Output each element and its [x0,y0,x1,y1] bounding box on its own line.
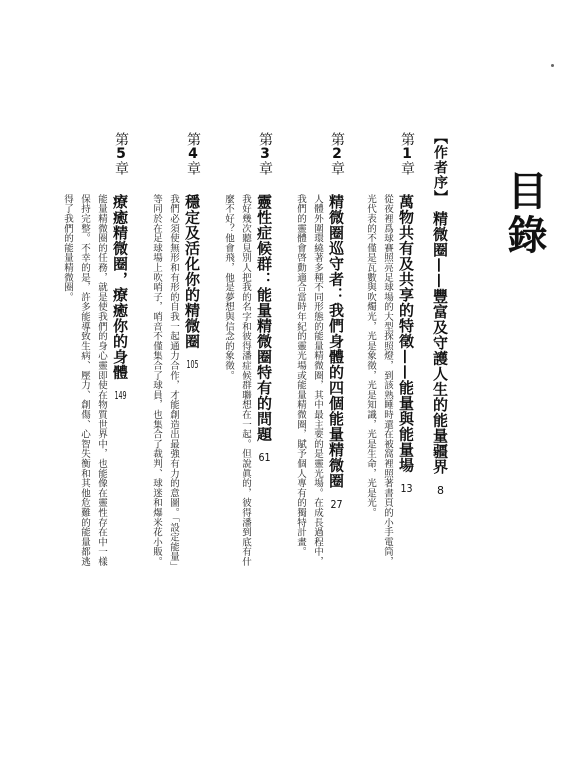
chapter-3-label: 第3章 [257,132,273,176]
chapter-1-page-number: 13 [400,483,413,494]
chapter-5-desc-1: 能量精微圈的任務，就是使我們的身心靈即使在物質世界中，也能像在靈性存在中一樣 [96,194,107,567]
chapter-4-label: 第4章 [185,132,201,176]
chapter-2-page-number: 27 [330,498,343,510]
chapter-4-desc-1: 我們必須使無形和有形的自我一起通力合作，才能創造出最強有力的意圖。「設定能量」 [168,194,179,572]
page-title: 目錄 [501,170,548,258]
preface-heading: 精微圈——豐富及守護人生的能量疆界 [431,211,449,475]
preface-tag: 【作者序】 [432,130,448,205]
chapter-2-desc-2: 我們的靈體會啓動適合當時年紀的靈光場或能量精微圈，賦予個人專有的獨特計畫。 [295,194,306,557]
chapter-3-page-number: 61 [258,452,271,463]
chapter-2-label: 第2章 [329,132,345,176]
chapter-5-label: 第5章 [113,132,129,176]
preface-entry [432,130,448,550]
chapter-1-desc-1: 從夜裡爲球賽照亮足球場的大型探照燈，到該熟睡時還在被窩裡照著書頁的小手電筒， [382,194,393,567]
chapter-4-page-number: 105 [186,359,199,370]
chapter-2-heading: 精微圈巡守者：我們身體的四個能量精微圈27 [327,194,345,510]
chapter-3-heading: 靈性症候群：能量精微圈特有的問題61 [255,194,273,463]
chapter-1-heading: 萬物共有及共享的特徵——能量與能量場13 [397,194,415,494]
preface-page-number: 8 [437,484,444,496]
chapter-3-desc-2: 麼不好？他會飛，他是夢想與信念的象徵。 [223,194,234,381]
chapter-5-heading: 療癒精微圈，療癒你的身體149 [111,194,129,401]
chapter-4-heading: 穩定及活化你的精微圈105 [183,194,201,370]
chapter-1-label: 第1章 [399,132,415,176]
scan-speck [551,64,554,67]
chapter-5-desc-3: 得了我們的能量精微圈。 [62,194,73,302]
chapter-4-desc-2: 等同於在足球場上吹哨子，哨音不僅集合了球員，也集合了裁判、球迷和爆米花小販。 [151,194,162,567]
chapter-5-page-number: 149 [114,390,127,401]
chapter-2-desc-1: 人體外圍環繞著多種不同形態的能量精微圈，其中最主要的是靈光場。在成長過程中， [312,194,323,567]
chapter-1-desc-2: 光代表的不僅是瓦數與吹燭光，光是象徵，光是知識，光是生命，光是光。 [365,194,376,518]
chapter-3-desc-1: 我好幾次聽見別人把我的名字和彼得潘症候群聯想在一起。但說眞的，彼得潘到底有什 [240,194,251,567]
chapter-5-desc-2: 保持完整。不幸的是，許多能導致生病、壓力、創傷、心智失衡和其他危難的能量都逃 [79,194,90,567]
